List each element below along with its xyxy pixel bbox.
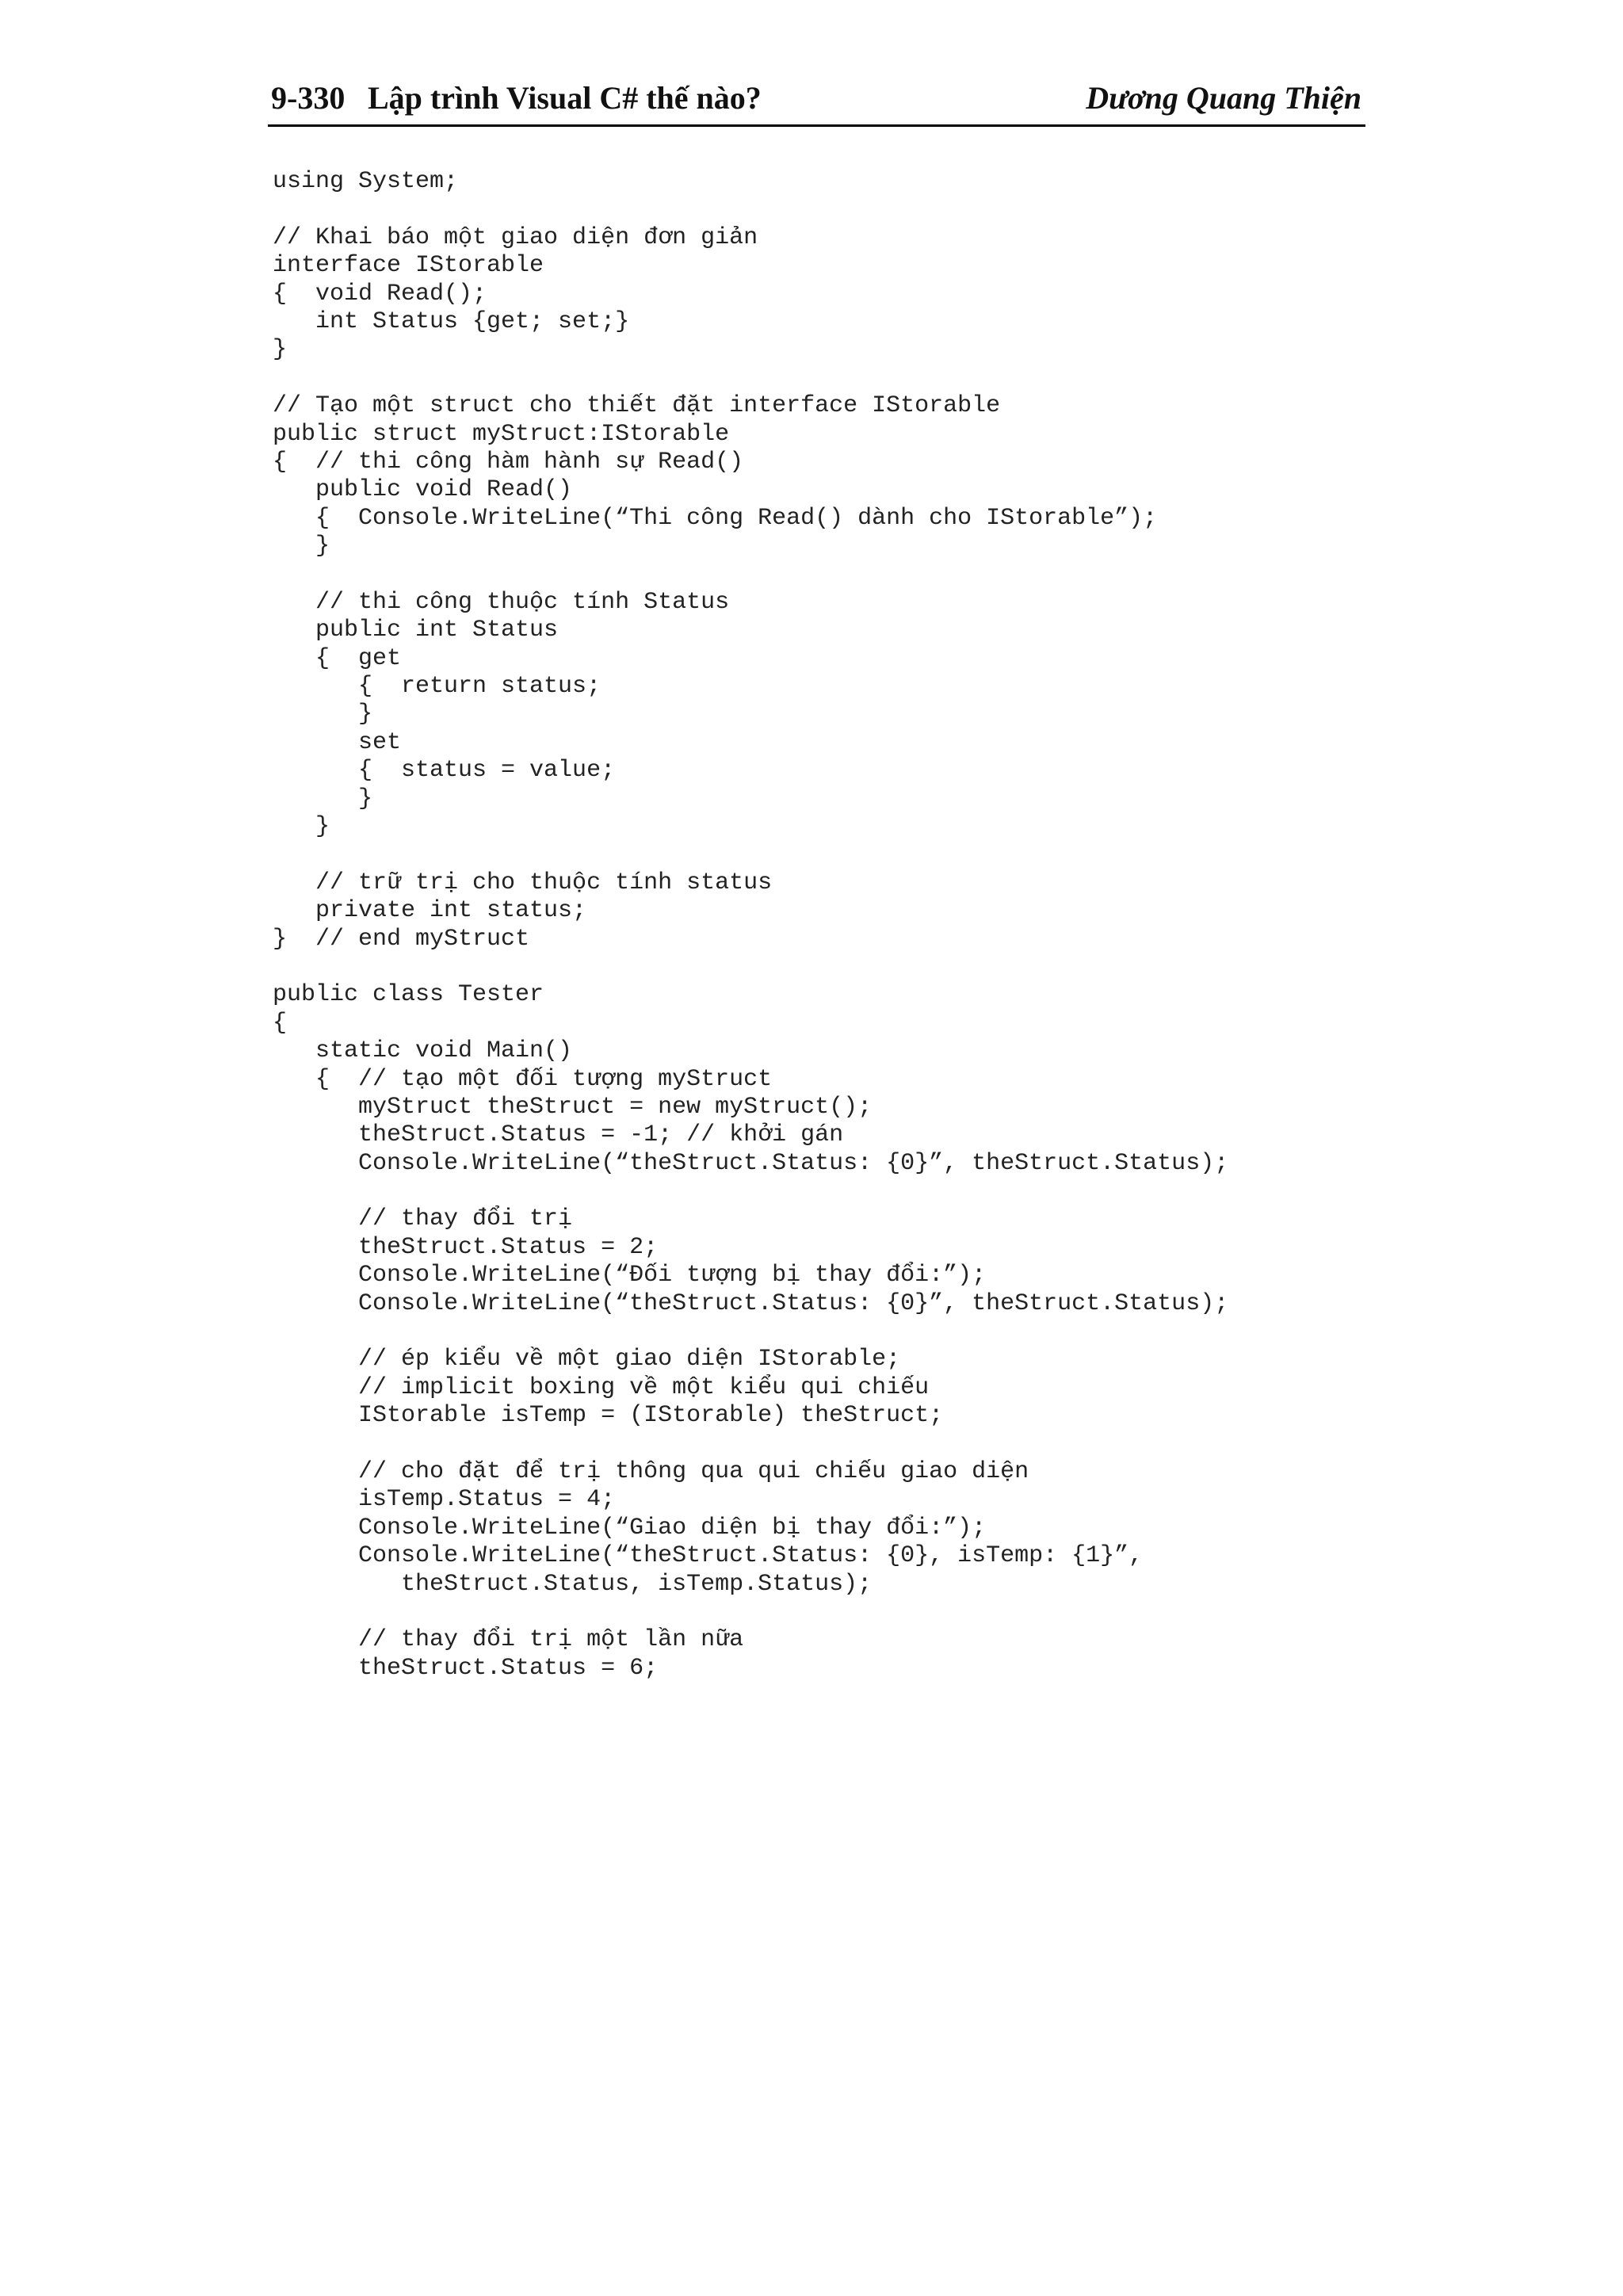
code-line: // Tạo một struct cho thiết đặt interface IStorable xyxy=(273,392,1001,420)
code-line xyxy=(273,365,1366,392)
code-line: theStruct.Status = 2; xyxy=(273,1233,659,1261)
book-title: Lập trình Visual C# thế nào? xyxy=(368,80,762,116)
code-line: { Console.WriteLine(“Thi công Read() dành cho IStorable”); xyxy=(273,504,1158,532)
code-line: } xyxy=(273,785,373,812)
code-line: } xyxy=(273,533,330,560)
header-divider xyxy=(268,124,1365,127)
code-line: public struct myStruct:IStorable xyxy=(273,420,730,448)
code-line: { // tạo một đối tượng myStruct xyxy=(273,1065,773,1093)
code-line: IStorable isTemp = (IStorable) theStruct; xyxy=(273,1402,944,1430)
code-line: } // end myStruct xyxy=(273,925,530,953)
code-line: myStruct theStruct = new myStruct(); xyxy=(273,1093,873,1121)
code-line xyxy=(273,196,1366,223)
code-line: // thi công thuộc tính Status xyxy=(273,588,730,616)
code-line: // implicit boxing về một kiểu qui chiếu xyxy=(273,1373,930,1401)
code-line: static void Main() xyxy=(273,1037,573,1065)
code-line: Console.WriteLine(“theStruct.Status: {0}”, theStruct.Status); xyxy=(273,1149,1229,1177)
code-line: // Khai báo một giao diện đơn giản xyxy=(273,223,758,251)
code-line: { return status; xyxy=(273,673,601,701)
code-line: theStruct.Status = -1; // khởi gán xyxy=(273,1121,844,1149)
page-header xyxy=(271,73,1361,124)
code-line: { status = value; xyxy=(273,757,616,785)
code-line: } xyxy=(273,701,373,728)
code-line: public int Status xyxy=(273,617,559,644)
code-line: } xyxy=(273,336,288,364)
code-line: theStruct.Status = 6; xyxy=(273,1654,659,1682)
code-line: // trữ trị cho thuộc tính status xyxy=(273,869,773,896)
code-line: private int status; xyxy=(273,897,587,925)
code-line xyxy=(273,841,1366,869)
page-number: 9-330 xyxy=(271,80,346,116)
code-line: public void Read() xyxy=(273,476,573,504)
code-line xyxy=(273,1431,1366,1458)
code-line: // thay đổi trị một lần nữa xyxy=(273,1626,744,1654)
code-line: // ép kiểu về một giao diện IStorable; xyxy=(273,1346,901,1373)
code-line: { xyxy=(273,1009,288,1037)
code-line: Console.WriteLine(“theStruct.Status: {0}”, theStruct.Status); xyxy=(273,1289,1229,1317)
code-line: { get xyxy=(273,644,402,672)
code-line xyxy=(273,1178,1366,1205)
code-line: using System; xyxy=(273,168,459,195)
code-line xyxy=(273,560,1366,588)
code-line: Console.WriteLine(“Đối tượng bị thay đổi:”); xyxy=(273,1262,987,1289)
code-listing xyxy=(273,168,1366,1683)
code-line: int Status {get; set;} xyxy=(273,308,630,335)
code-line: // cho đặt để trị thông qua qui chiếu giao diện xyxy=(273,1457,1029,1485)
code-line: { void Read(); xyxy=(273,280,487,308)
code-line: Console.WriteLine(“Giao diện bị thay đổi:”); xyxy=(273,1514,987,1541)
code-line: isTemp.Status = 4; xyxy=(273,1486,616,1514)
code-line: interface IStorable xyxy=(273,252,544,280)
code-line xyxy=(273,1599,1366,1626)
code-line: // thay đổi trị xyxy=(273,1205,573,1233)
code-line: theStruct.Status, isTemp.Status); xyxy=(273,1570,873,1598)
code-line xyxy=(273,1318,1366,1346)
code-line: public class Tester xyxy=(273,981,544,1009)
code-line: set xyxy=(273,728,402,756)
code-line: Console.WriteLine(“theStruct.Status: {0}, isTemp: {1}”, xyxy=(273,1542,1144,1570)
author-name: Dương Quang Thiện xyxy=(1086,80,1361,116)
code-line: { // thi công hàm hành sự Read() xyxy=(273,448,744,476)
code-line: } xyxy=(273,812,330,840)
code-line xyxy=(273,953,1366,981)
